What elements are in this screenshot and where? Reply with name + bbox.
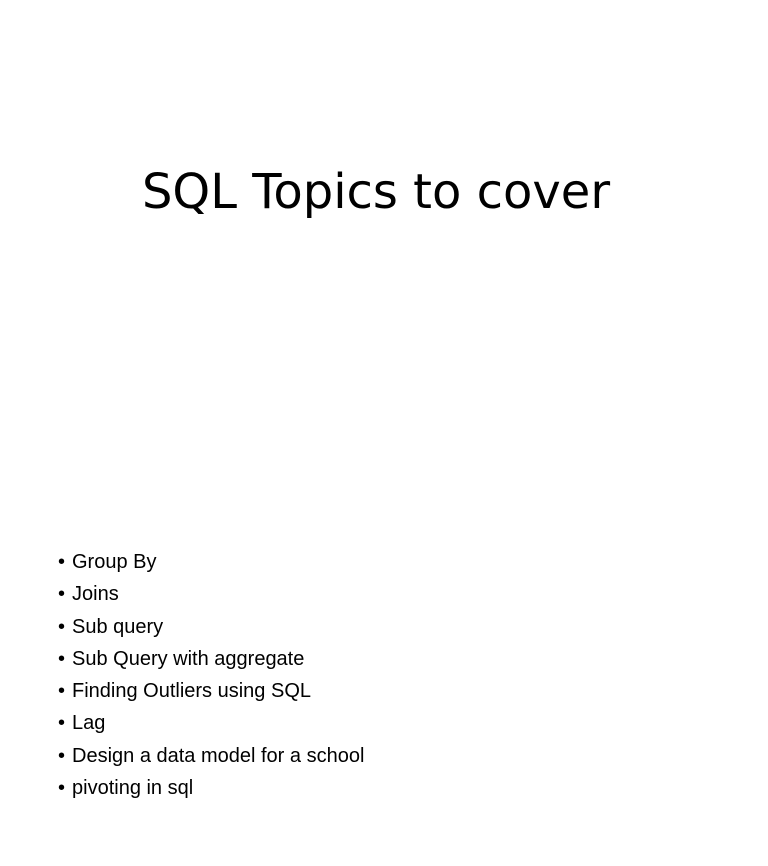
list-item-label: Sub Query with aggregate (72, 647, 305, 670)
list-item-label: Sub query (72, 615, 164, 638)
list-item-label: Joins (72, 583, 119, 606)
list-item (58, 546, 364, 578)
bullet-icon: • (58, 680, 66, 703)
list-item (58, 740, 364, 772)
list-item (58, 772, 364, 804)
topic-list (58, 546, 364, 804)
bullet-icon: • (58, 712, 66, 735)
bullet-icon: • (58, 744, 66, 767)
bullet-icon: • (58, 777, 66, 800)
bullet-icon: • (58, 615, 66, 638)
bullet-icon: • (58, 583, 66, 606)
list-item (58, 611, 364, 643)
list-item (58, 707, 364, 739)
list-item (58, 675, 364, 707)
list-item (58, 643, 364, 675)
list-item-label: Finding Outliers using SQL (72, 680, 312, 703)
list-item-label: Design a data model for a school (72, 744, 365, 767)
bullet-icon: • (58, 647, 66, 670)
slide-title: SQL Topics to cover (141, 164, 611, 220)
list-item (58, 578, 364, 610)
list-item-label: Lag (72, 712, 106, 735)
list-item-label: Group By (72, 551, 157, 573)
bullet-icon: • (58, 551, 66, 573)
list-item-label: pivoting in sql (72, 777, 194, 800)
